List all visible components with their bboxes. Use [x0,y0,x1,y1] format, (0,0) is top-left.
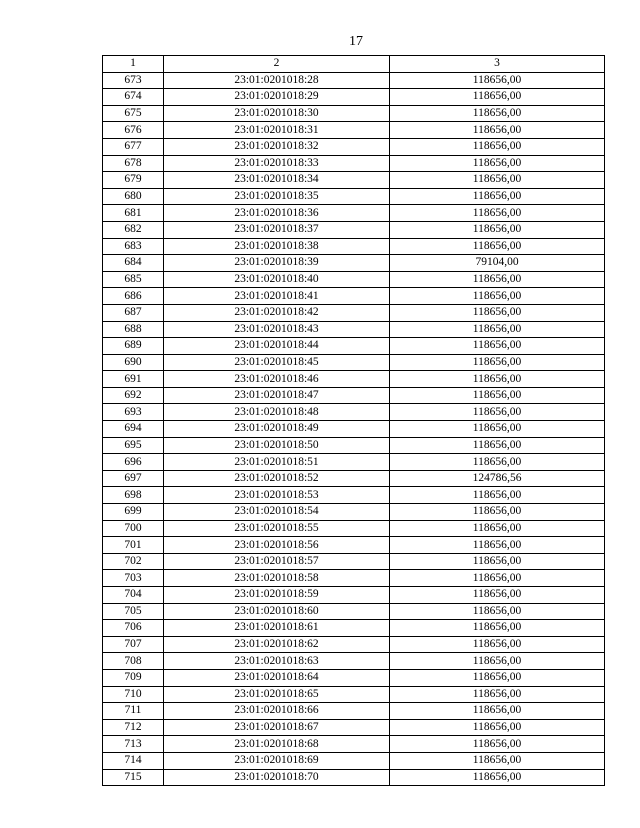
value-cell: 118656,00 [390,587,605,604]
value-cell: 118656,00 [390,636,605,653]
value-cell: 118656,00 [390,404,605,421]
table-row [103,587,605,604]
table-row [103,371,605,388]
cadastral-number-cell: 23:01:0201018:59 [164,587,390,604]
table-row [103,437,605,454]
table-row [103,553,605,570]
column-header-1: 1 [103,56,164,73]
table-row [103,620,605,637]
table-row [103,338,605,355]
table-row [103,354,605,371]
row-number-cell: 709 [103,669,164,686]
row-number-cell: 676 [103,122,164,139]
value-cell: 118656,00 [390,89,605,106]
row-number-cell: 693 [103,404,164,421]
value-cell: 118656,00 [390,138,605,155]
cadastral-number-cell: 23:01:0201018:50 [164,437,390,454]
cadastral-number-cell: 23:01:0201018:64 [164,669,390,686]
cadastral-number-cell: 23:01:0201018:40 [164,271,390,288]
cadastral-number-cell: 23:01:0201018:43 [164,321,390,338]
value-cell: 118656,00 [390,371,605,388]
table-row [103,72,605,89]
table-row [103,404,605,421]
value-cell: 118656,00 [390,703,605,720]
table-row [103,636,605,653]
value-cell: 118656,00 [390,105,605,122]
table-row [103,421,605,438]
cadastral-number-cell: 23:01:0201018:58 [164,570,390,587]
cadastral-number-cell: 23:01:0201018:55 [164,520,390,537]
table-row [103,105,605,122]
value-cell: 79104,00 [390,255,605,272]
cadastral-number-cell: 23:01:0201018:57 [164,553,390,570]
table-row [103,752,605,769]
row-number-cell: 713 [103,736,164,753]
table-row [103,669,605,686]
row-number-cell: 679 [103,172,164,189]
value-cell: 118656,00 [390,769,605,786]
value-cell: 118656,00 [390,487,605,504]
row-number-cell: 701 [103,537,164,554]
row-number-cell: 690 [103,354,164,371]
cadastral-value-table [102,55,605,786]
table-row [103,736,605,753]
cadastral-number-cell: 23:01:0201018:33 [164,155,390,172]
row-number-cell: 689 [103,338,164,355]
table-row [103,686,605,703]
table-row [103,570,605,587]
row-number-cell: 692 [103,387,164,404]
value-cell: 118656,00 [390,570,605,587]
value-cell: 118656,00 [390,221,605,238]
row-number-cell: 699 [103,504,164,521]
value-cell: 118656,00 [390,354,605,371]
table-row [103,520,605,537]
row-number-cell: 683 [103,238,164,255]
row-number-cell: 684 [103,255,164,272]
cadastral-number-cell: 23:01:0201018:60 [164,603,390,620]
row-number-cell: 687 [103,304,164,321]
cadastral-number-cell: 23:01:0201018:32 [164,138,390,155]
table-row [103,487,605,504]
value-cell: 118656,00 [390,719,605,736]
table-row [103,221,605,238]
row-number-cell: 688 [103,321,164,338]
value-cell: 118656,00 [390,736,605,753]
table-row [103,188,605,205]
value-cell: 118656,00 [390,603,605,620]
table-row [103,271,605,288]
value-cell: 118656,00 [390,553,605,570]
value-cell: 124786,56 [390,470,605,487]
table-row [103,504,605,521]
table-row [103,470,605,487]
value-cell: 118656,00 [390,421,605,438]
value-cell: 118656,00 [390,620,605,637]
row-number-cell: 685 [103,271,164,288]
value-cell: 118656,00 [390,653,605,670]
value-cell: 118656,00 [390,338,605,355]
value-cell: 118656,00 [390,205,605,222]
value-cell: 118656,00 [390,437,605,454]
value-cell: 118656,00 [390,321,605,338]
cadastral-number-cell: 23:01:0201018:31 [164,122,390,139]
table-row [103,703,605,720]
cadastral-number-cell: 23:01:0201018:68 [164,736,390,753]
table-row [103,304,605,321]
table-row [103,387,605,404]
page-number: 17 [349,34,363,49]
value-cell: 118656,00 [390,669,605,686]
row-number-cell: 710 [103,686,164,703]
cadastral-number-cell: 23:01:0201018:65 [164,686,390,703]
table-row [103,255,605,272]
table-row [103,454,605,471]
row-number-cell: 691 [103,371,164,388]
cadastral-number-cell: 23:01:0201018:62 [164,636,390,653]
table-row [103,238,605,255]
cadastral-number-cell: 23:01:0201018:63 [164,653,390,670]
cadastral-number-cell: 23:01:0201018:28 [164,72,390,89]
row-number-cell: 674 [103,89,164,106]
row-number-cell: 714 [103,752,164,769]
cadastral-number-cell: 23:01:0201018:46 [164,371,390,388]
cadastral-number-cell: 23:01:0201018:44 [164,338,390,355]
value-cell: 118656,00 [390,288,605,305]
value-cell: 118656,00 [390,454,605,471]
row-number-cell: 707 [103,636,164,653]
value-cell: 118656,00 [390,72,605,89]
cadastral-number-cell: 23:01:0201018:51 [164,454,390,471]
row-number-cell: 678 [103,155,164,172]
row-number-cell: 673 [103,72,164,89]
row-number-cell: 680 [103,188,164,205]
row-number-cell: 703 [103,570,164,587]
table-row [103,653,605,670]
row-number-cell: 700 [103,520,164,537]
cadastral-number-cell: 23:01:0201018:37 [164,221,390,238]
row-number-cell: 686 [103,288,164,305]
row-number-cell: 711 [103,703,164,720]
value-cell: 118656,00 [390,504,605,521]
cadastral-number-cell: 23:01:0201018:49 [164,421,390,438]
cadastral-number-cell: 23:01:0201018:52 [164,470,390,487]
row-number-cell: 675 [103,105,164,122]
value-cell: 118656,00 [390,304,605,321]
row-number-cell: 694 [103,421,164,438]
row-number-cell: 715 [103,769,164,786]
table-row [103,89,605,106]
table-row [103,138,605,155]
value-cell: 118656,00 [390,537,605,554]
cadastral-number-cell: 23:01:0201018:47 [164,387,390,404]
row-number-cell: 682 [103,221,164,238]
table-row [103,719,605,736]
column-header-2: 2 [164,56,390,73]
value-cell: 118656,00 [390,752,605,769]
cadastral-number-cell: 23:01:0201018:67 [164,719,390,736]
cadastral-number-cell: 23:01:0201018:70 [164,769,390,786]
cadastral-number-cell: 23:01:0201018:35 [164,188,390,205]
cadastral-number-cell: 23:01:0201018:48 [164,404,390,421]
row-number-cell: 697 [103,470,164,487]
row-number-cell: 695 [103,437,164,454]
row-number-cell: 704 [103,587,164,604]
cadastral-number-cell: 23:01:0201018:69 [164,752,390,769]
cadastral-number-cell: 23:01:0201018:54 [164,504,390,521]
table-row [103,122,605,139]
column-header-3: 3 [390,56,605,73]
row-number-cell: 677 [103,138,164,155]
cadastral-number-cell: 23:01:0201018:29 [164,89,390,106]
cadastral-number-cell: 23:01:0201018:45 [164,354,390,371]
cadastral-number-cell: 23:01:0201018:30 [164,105,390,122]
cadastral-number-cell: 23:01:0201018:38 [164,238,390,255]
value-cell: 118656,00 [390,686,605,703]
row-number-cell: 712 [103,719,164,736]
row-number-cell: 702 [103,553,164,570]
cadastral-number-cell: 23:01:0201018:42 [164,304,390,321]
table-body [103,56,605,786]
row-number-cell: 706 [103,620,164,637]
value-cell: 118656,00 [390,271,605,288]
cadastral-number-cell: 23:01:0201018:56 [164,537,390,554]
value-cell: 118656,00 [390,188,605,205]
cadastral-number-cell: 23:01:0201018:66 [164,703,390,720]
value-cell: 118656,00 [390,238,605,255]
row-number-cell: 705 [103,603,164,620]
cadastral-number-cell: 23:01:0201018:53 [164,487,390,504]
table-row [103,769,605,786]
table-row [103,172,605,189]
table-row [103,321,605,338]
cadastral-number-cell: 23:01:0201018:41 [164,288,390,305]
row-number-cell: 698 [103,487,164,504]
cadastral-number-cell: 23:01:0201018:39 [164,255,390,272]
table-row [103,155,605,172]
table-row [103,603,605,620]
value-cell: 118656,00 [390,122,605,139]
cadastral-number-cell: 23:01:0201018:34 [164,172,390,189]
value-cell: 118656,00 [390,387,605,404]
table-row [103,205,605,222]
table-row [103,288,605,305]
row-number-cell: 681 [103,205,164,222]
cadastral-number-cell: 23:01:0201018:61 [164,620,390,637]
table-header-row [103,56,605,73]
row-number-cell: 708 [103,653,164,670]
cadastral-number-cell: 23:01:0201018:36 [164,205,390,222]
row-number-cell: 696 [103,454,164,471]
value-cell: 118656,00 [390,520,605,537]
table-row [103,537,605,554]
value-cell: 118656,00 [390,172,605,189]
value-cell: 118656,00 [390,155,605,172]
